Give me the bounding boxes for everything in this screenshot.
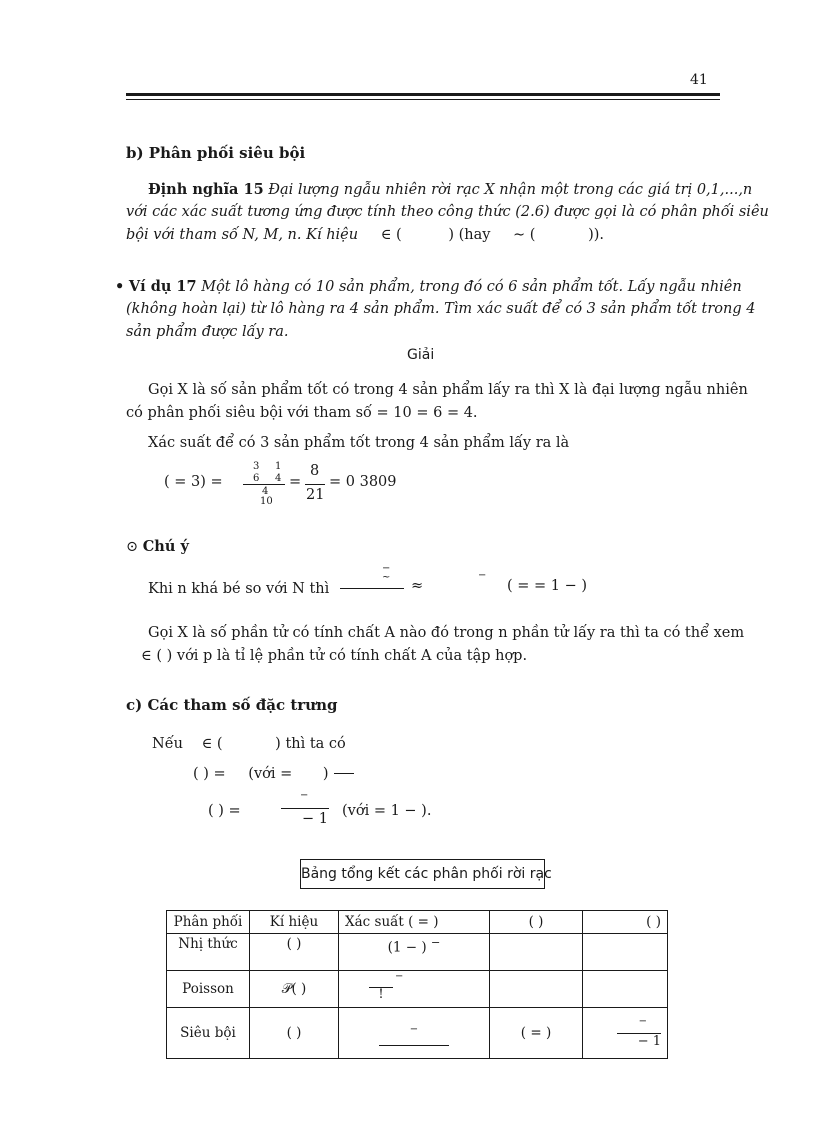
header-cell-distribution: Phân phối xyxy=(167,911,250,934)
header-rule xyxy=(126,93,720,96)
formula-num-sup-2: 1 xyxy=(275,461,282,472)
notation-in: ∈ ( xyxy=(380,227,402,243)
definition-line-2: với các xác suất tương ứng được tính theo công thức (2.6) được gọi là có phân phối siêu xyxy=(126,204,769,220)
example-line-2: (không hoàn lại) từ lô hàng ra 4 sản phẩm. Tìm xác suất để có 3 sản phẩm tốt trong 4 xyxy=(126,301,756,317)
note-para-text: với p là tỉ lệ phần tử có tính chất A của tập hợp. xyxy=(176,648,528,664)
poisson-prob-sup: − xyxy=(395,970,404,982)
row-symbol-binomial: ( ) xyxy=(250,934,339,971)
table-row xyxy=(167,1008,668,1059)
formula-den-sub: 10 xyxy=(260,496,273,507)
formula-frac-line-2 xyxy=(305,484,325,485)
note-tail: ( = = 1 − ) xyxy=(507,578,588,594)
row-name-binomial: Nhị thức xyxy=(167,934,250,971)
params-mean-close: ) xyxy=(322,766,329,782)
poisson-prob-den: ! xyxy=(378,986,384,1002)
example-line-1 xyxy=(115,275,742,299)
example-label: Ví dụ 17 xyxy=(128,278,197,295)
binomial-prob-sup: − xyxy=(430,936,441,949)
note-bar-mark: − xyxy=(382,563,391,574)
params-then: ) thì ta có xyxy=(275,736,346,752)
params-if: Nếu xyxy=(152,736,183,752)
row-symbol-poisson: 𝒫( ) xyxy=(250,971,339,1008)
note-approx: ≈ xyxy=(411,578,424,594)
params-in: ∈ ( xyxy=(201,736,223,752)
header-cell-probability: Xác suất ( = ) xyxy=(339,911,490,934)
note-label: Chú ý xyxy=(142,538,189,555)
note-para-in: ∈ ( ) xyxy=(141,648,173,664)
note-para-line-1: Gọi X là số phần tử có tính chất A nào đó trong n phần tử lấy ra thì ta có thể xem xyxy=(148,625,745,641)
row-name-hypergeometric: Siêu bội xyxy=(167,1008,250,1059)
row-mean-hypergeometric: ( = ) xyxy=(490,1008,583,1059)
note-heading xyxy=(126,535,189,559)
formula-equals: = xyxy=(289,474,302,490)
formula-den-sup: 4 xyxy=(262,486,269,497)
row-var-poisson xyxy=(583,971,668,1008)
row-mean-poisson xyxy=(490,971,583,1008)
header-cell-symbol: Kí hiệu xyxy=(250,911,339,934)
params-var-where: (với = 1 − ). xyxy=(342,803,432,819)
hypergeometric-frac-line xyxy=(379,1035,449,1046)
formula-result: = 0 3809 xyxy=(329,474,397,490)
header-cell-variance: ( ) xyxy=(583,911,668,934)
params-mean-frac-line xyxy=(334,773,354,774)
page-number: 41 xyxy=(690,72,708,88)
note-line-1: Khi n khá bé so với N thì xyxy=(148,581,330,597)
params-var-frac-line xyxy=(281,808,329,809)
params-var-den: − 1 xyxy=(302,811,328,827)
params-var-lhs: ( ) = xyxy=(208,803,241,819)
note-sup-mark: − xyxy=(478,570,487,581)
params-line-1 xyxy=(152,733,346,756)
hypergeometric-var-bar: − xyxy=(638,1016,647,1027)
header-cell-mean: ( ) xyxy=(490,911,583,934)
summary-title-box: Bảng tổng kết các phân phối rời rạc xyxy=(300,859,545,889)
solution-title: Giải xyxy=(407,347,435,363)
row-mean-binomial xyxy=(490,934,583,971)
table-row xyxy=(167,971,668,1008)
params-mean-where: (với = xyxy=(248,766,293,782)
params-var-bar: − xyxy=(300,790,309,801)
table-header-row xyxy=(167,911,668,934)
note-para-line-2 xyxy=(141,645,527,668)
example-line-3: sản phẩm được lấy ra. xyxy=(126,324,289,340)
row-prob-poisson xyxy=(339,971,490,1008)
section-c-heading: c) Các tham số đặc trưng xyxy=(126,696,338,714)
hypergeometric-prob-sup: − xyxy=(409,1024,419,1035)
definition-text-3: bội với tham số N, M, n. Kí hiệu xyxy=(126,227,359,243)
row-prob-binomial xyxy=(339,934,490,971)
example-bullet: • xyxy=(115,278,125,295)
note-symbol: ⊙ xyxy=(126,539,139,555)
formula-frac-line-1 xyxy=(243,484,285,485)
notation-sim: ∼ ( xyxy=(513,227,536,243)
table-row xyxy=(167,934,668,971)
row-symbol-hypergeometric: ( ) xyxy=(250,1008,339,1059)
definition-line-1 xyxy=(148,178,752,202)
notation-end: )). xyxy=(588,227,604,243)
summary-table xyxy=(166,910,668,1059)
section-b-heading: b) Phân phối siêu bội xyxy=(126,144,306,162)
row-var-hypergeometric xyxy=(583,1008,668,1059)
row-name-poisson: Poisson xyxy=(167,971,250,1008)
solution-line-1: Gọi X là số sản phẩm tốt có trong 4 sản phẩm lấy ra thì X là đại lượng ngẫu nhiên xyxy=(148,382,748,398)
note-frac-line xyxy=(340,588,404,589)
header-rule-thin xyxy=(126,99,720,100)
notation-close: ) (hay xyxy=(448,227,491,243)
formula-num-sup-1: 3 xyxy=(253,461,260,472)
formula-frac-den: 21 xyxy=(306,487,325,503)
note-tilde-mark: ~ xyxy=(382,572,391,583)
definition-text-1: Đại lượng ngẫu nhiên rời rạc X nhận một trong các giá trị 0,1,...,n xyxy=(268,182,753,198)
formula-num-sub-2: 4 xyxy=(275,473,282,484)
formula-frac-num: 8 xyxy=(310,463,320,479)
definition-label: Định nghĩa 15 xyxy=(148,181,264,198)
row-var-binomial xyxy=(583,934,668,971)
solution-line-2: có phân phối siêu bội với tham số = 10 = 6 = 4. xyxy=(126,405,478,421)
solution-line-3: Xác suất để có 3 sản phẩm tốt trong 4 sản phẩm lấy ra là xyxy=(148,435,570,451)
binomial-prob-text: (1 − ) xyxy=(387,939,427,956)
example-text-1: Một lô hàng có 10 sản phẩm, trong đó có 6 sản phẩm tốt. Lấy ngẫu nhiên xyxy=(201,279,742,295)
params-mean-lhs: ( ) = xyxy=(193,766,226,782)
definition-line-3 xyxy=(126,224,604,247)
formula-num-sub-1: 6 xyxy=(253,473,260,484)
formula-lhs: ( = 3) = xyxy=(164,474,223,490)
row-prob-hypergeometric xyxy=(339,1008,490,1059)
hypergeometric-var-den: − 1 xyxy=(617,1033,661,1049)
params-line-2 xyxy=(193,763,329,786)
